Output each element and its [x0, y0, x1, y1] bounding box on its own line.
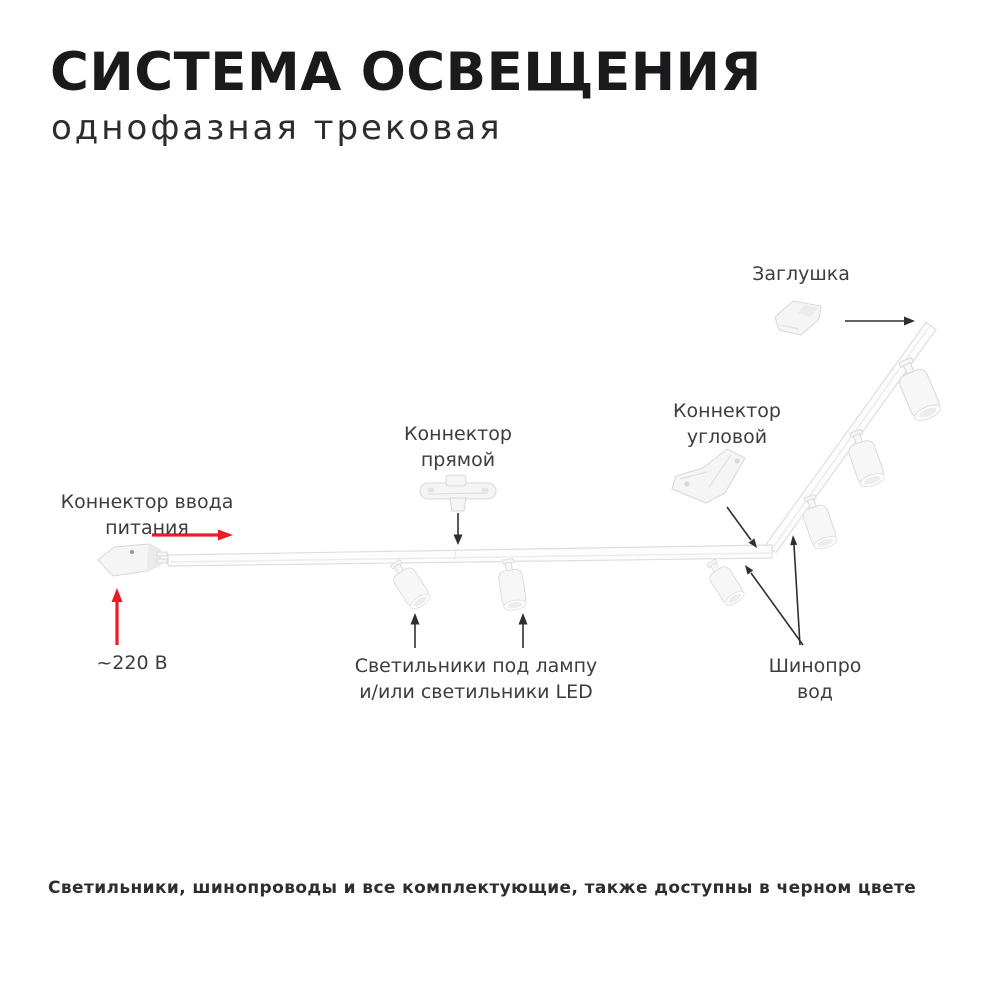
- arrow-track-1: [745, 565, 803, 645]
- label-line: прямой: [420, 449, 496, 471]
- straight-connector-icon: [420, 475, 496, 511]
- power-connector-label: [61, 489, 234, 541]
- voltage-label: [96, 650, 167, 676]
- track-horizontal: [168, 545, 772, 566]
- arrow-fixture-1: [411, 613, 420, 648]
- spotlight-icon: [385, 556, 433, 612]
- label-line: и/или светильники LED: [359, 681, 593, 703]
- label-line: Заглушка: [752, 263, 850, 285]
- spotlight-icon: [892, 354, 944, 424]
- arrow-end-cap: [845, 317, 915, 326]
- label-line: Светильники под лампу: [354, 655, 598, 677]
- corner-connector-label: [673, 398, 781, 450]
- arrow-fixture-2: [519, 613, 528, 648]
- label-line: питания: [105, 517, 189, 539]
- spotlight-icon: [496, 557, 527, 611]
- end-cap-label: [752, 261, 850, 287]
- page-title: СИСТЕМА ОСВЕЩЕНИЯ: [50, 42, 762, 103]
- spotlight-icon: [702, 556, 747, 609]
- arrow-corner-connector: [727, 507, 757, 548]
- label-line: Коннектор: [404, 423, 512, 445]
- label-line: ~220 В: [96, 652, 168, 674]
- power-input-connector-icon: [98, 544, 167, 576]
- page-subtitle: однофазная трековая: [51, 108, 503, 148]
- fixtures-label: [355, 653, 598, 705]
- label-line: Коннектор ввода: [60, 491, 234, 513]
- footer-note: Светильники, шинопроводы и все комплектующие, также доступны в черном цвете: [48, 878, 917, 898]
- end-cap-icon: [775, 301, 821, 335]
- label-line: угловой: [686, 426, 768, 448]
- label-line: вод: [797, 681, 833, 703]
- corner-connector-icon: [672, 449, 745, 503]
- straight-connector-label: [404, 421, 512, 473]
- arrow-voltage: [112, 588, 123, 645]
- track-label: [769, 653, 862, 705]
- label-line: Коннектор: [673, 400, 781, 422]
- arrow-straight-connector: [454, 513, 463, 545]
- label-line: Шинопро: [768, 655, 862, 677]
